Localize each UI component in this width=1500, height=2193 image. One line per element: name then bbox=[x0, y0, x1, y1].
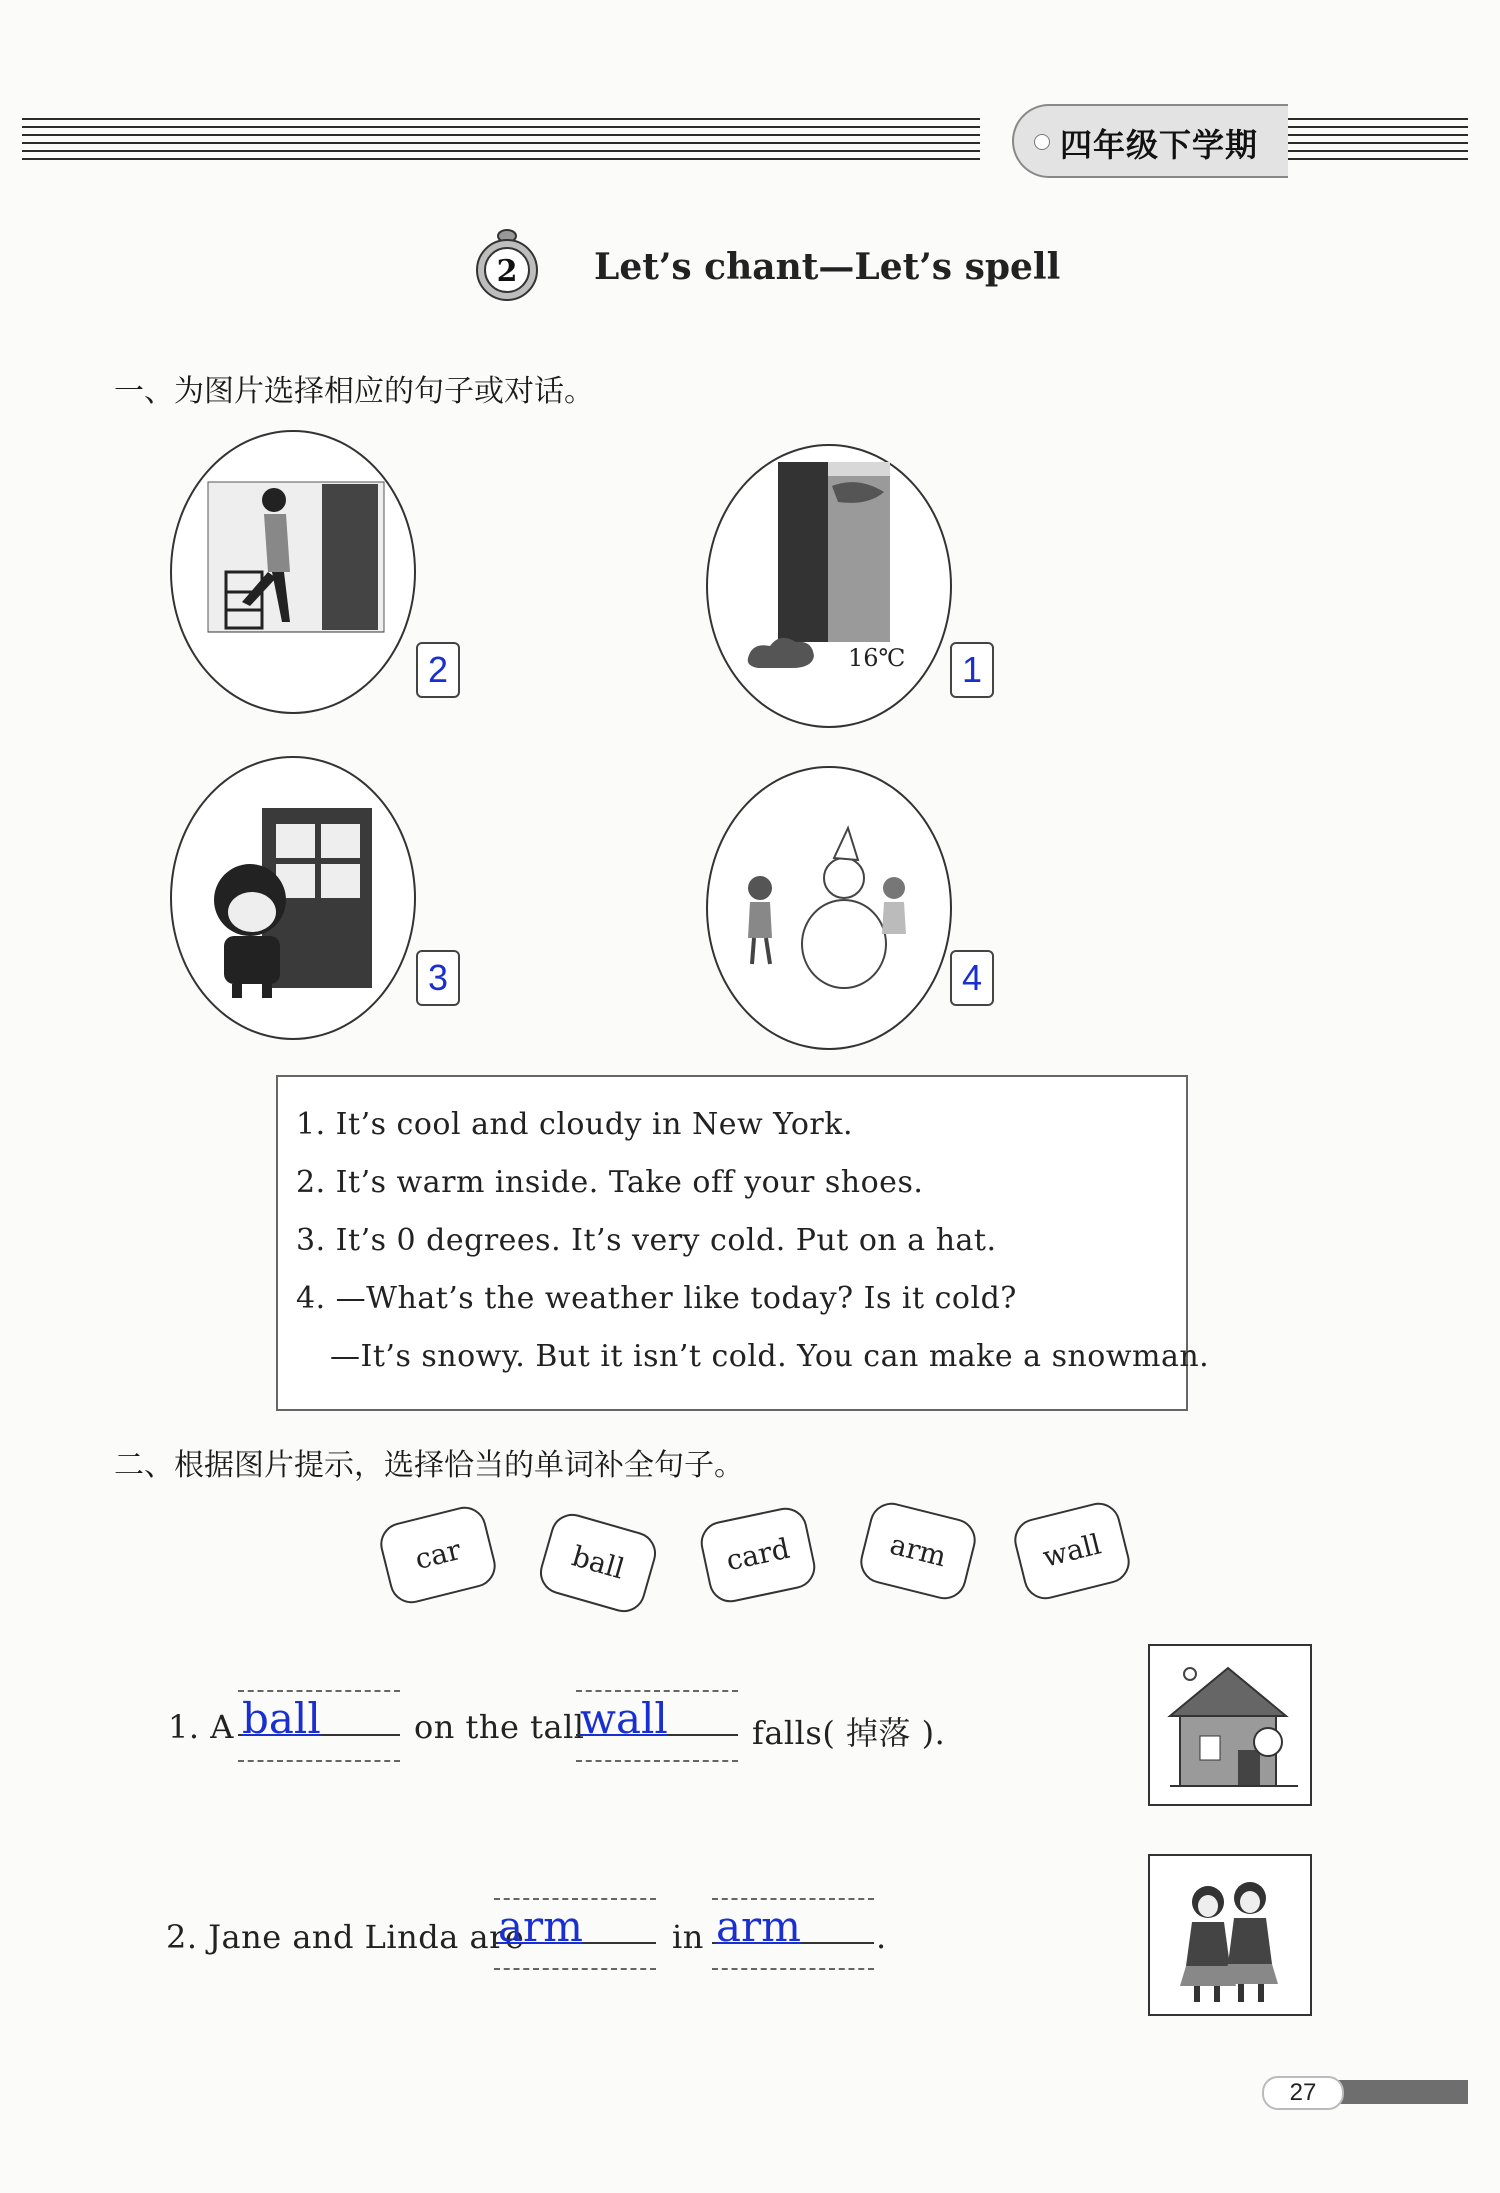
grade-tab bbox=[1012, 104, 1288, 178]
house-ball-picture bbox=[1150, 1646, 1310, 1804]
tab-dot-icon bbox=[1034, 134, 1050, 150]
answer-box-3[interactable]: 3 bbox=[416, 950, 460, 1006]
word-card-wall: wall bbox=[1010, 1498, 1135, 1604]
picture-oval-1 bbox=[170, 430, 416, 714]
answer-box-2[interactable]: 1 bbox=[950, 642, 994, 698]
sentence-options-box bbox=[276, 1075, 1210, 1411]
q1-answer-1: ball bbox=[242, 1694, 321, 1743]
sentence-3: 3. It’s 0 degrees. It’s very cold. Put on a hat. bbox=[296, 1223, 997, 1258]
two-girls-arm-in-arm-picture bbox=[1150, 1856, 1310, 2014]
grade-label: 四年级下学期 bbox=[1060, 126, 1259, 164]
two-girls-picture-frame bbox=[1148, 1854, 1312, 2016]
boy-taking-off-shoes-picture bbox=[172, 432, 414, 712]
q2-text-middle: in bbox=[672, 1918, 704, 1956]
q1-text-start: 1. A bbox=[168, 1708, 234, 1746]
q2-answer-2: arm bbox=[716, 1902, 801, 1951]
word-card-arm: arm bbox=[856, 1498, 981, 1604]
q2-blank-1[interactable] bbox=[494, 1898, 656, 1970]
sentence-1: 1. It’s cool and cloudy in New York. bbox=[296, 1107, 853, 1142]
q2-text-end: . bbox=[876, 1918, 887, 1956]
lesson-title: Let’s chant—Let’s spell bbox=[594, 246, 1061, 288]
q1-text-end: falls( 掉落 ). bbox=[752, 1714, 946, 1752]
lesson-number-badge bbox=[472, 228, 542, 302]
q1-text-middle: on the tall bbox=[414, 1708, 585, 1746]
section2-title: 二、根据图片提示，选择恰当的单词补全句子。 bbox=[114, 1448, 744, 1483]
header-rule-left bbox=[22, 118, 980, 164]
q1-answer-2: wall bbox=[580, 1694, 668, 1743]
q2-answer-1: arm bbox=[498, 1902, 583, 1951]
temperature-label: 16℃ bbox=[848, 644, 906, 672]
picture-oval-4 bbox=[706, 766, 952, 1050]
q1-blank-1[interactable] bbox=[238, 1690, 400, 1762]
page-number: 27 bbox=[1262, 2076, 1344, 2110]
city-cloudy-picture bbox=[708, 446, 950, 726]
page-number-bar bbox=[1328, 2080, 1468, 2104]
picture-oval-3 bbox=[170, 756, 416, 1040]
q1-blank-2[interactable] bbox=[576, 1690, 738, 1762]
word-card-car: car bbox=[376, 1502, 501, 1608]
word-card-card: card bbox=[697, 1504, 820, 1607]
sentence-4-reply: —It’s snowy. But it isn’t cold. You can make a snowman. bbox=[330, 1339, 1210, 1374]
answer-box-4[interactable]: 4 bbox=[950, 950, 994, 1006]
children-snowman-picture bbox=[708, 768, 950, 1048]
q2-blank-2[interactable] bbox=[712, 1898, 874, 1970]
picture-oval-2 bbox=[706, 444, 952, 728]
header-rule-right bbox=[1286, 118, 1468, 164]
lesson-number: 2 bbox=[496, 254, 518, 289]
q2-text-start: 2. Jane and Linda are bbox=[166, 1918, 525, 1956]
word-card-ball: ball bbox=[535, 1509, 661, 1618]
house-ball-picture-frame bbox=[1148, 1644, 1312, 1806]
girl-in-hat-picture bbox=[172, 758, 414, 1038]
answer-box-1[interactable]: 2 bbox=[416, 642, 460, 698]
sentence-4-question: 4. —What’s the weather like today? Is it cold? bbox=[296, 1281, 1017, 1316]
sentence-2: 2. It’s warm inside. Take off your shoes. bbox=[296, 1165, 924, 1200]
section1-title: 一、为图片选择相应的句子或对话。 bbox=[114, 374, 594, 409]
